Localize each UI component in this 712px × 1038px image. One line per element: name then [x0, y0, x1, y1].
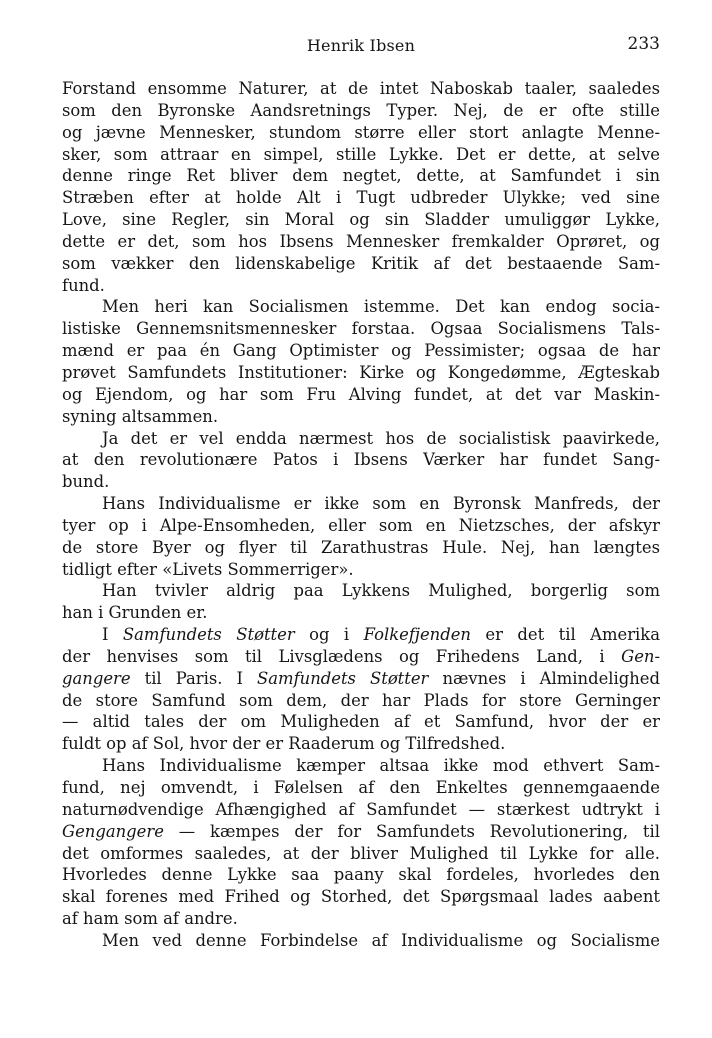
- italic-title: Gen-: [621, 646, 660, 666]
- text-line: Gengangere — kæmpes der for Samfundets Revolutionering, til: [62, 821, 660, 841]
- paragraph-start: Hans Individualisme er ikke som en Byronsk Manfreds, der: [102, 494, 660, 514]
- italic-title: Samfundets Støtter: [122, 625, 295, 645]
- text-line: at den revolutionære Patos i Ibsens Værker har fundet Sang-: [62, 450, 660, 470]
- text-line: denne ringe Ret bliver dem negtet, dette, at Samfundet i sin: [62, 166, 660, 186]
- text-line: fund.: [62, 275, 105, 295]
- text-line: Forstand ensomme Naturer, at de intet Naboskab taaler, saaledes: [62, 79, 660, 98]
- text-line: der henvises som til Livsglædens og Frihedens Land, i Gen-: [62, 646, 660, 666]
- text-line: som vækker den lidenskabelige Kritik af det bestaaende Sam-: [62, 253, 660, 273]
- text-line: Hvorledes denne Lykke saa paany skal fordeles, hvorledes den: [62, 865, 660, 885]
- paragraph-start: I Samfundets Støtter og i Folkefjenden er det til Amerika: [102, 625, 661, 645]
- text-line: fund, nej omvendt, i Følelsen af den Enkeltes gennemgaaende: [62, 778, 660, 797]
- text-line: gangere til Paris. I Samfundets Støtter nævnes i Almindelighed: [62, 668, 661, 688]
- text-line: syning altsammen.: [62, 406, 219, 426]
- text-line: mænd er paa én Gang Optimister og Pessimister; ogsaa de har: [62, 341, 660, 361]
- italic-title: Gengangere: [62, 821, 164, 841]
- text-line: det omformes saaledes, at der bliver Mulighed til Lykke for alle.: [62, 843, 660, 863]
- paragraph-start: Han tvivler aldrig paa Lykkens Mulighed, borgerlig som: [102, 581, 660, 601]
- text-line: — altid tales der om Muligheden af et Samfund, hvor der er: [62, 712, 660, 732]
- page-number: 233: [627, 34, 660, 54]
- text-line: sker, som attraar en simpel, stille Lykke. Det er dette, at selve: [62, 144, 660, 164]
- text-line: fuldt op af Sol, hvor der er Raaderum og Tilfredshed.: [62, 734, 506, 754]
- text-line: dette er det, som hos Ibsens Mennesker fremkalder Oprøret, og: [62, 231, 660, 251]
- paragraph-start: Hans Individualisme kæmper altsaa ikke mod ethvert Sam-: [102, 756, 660, 776]
- text-line: naturnødvendige Afhængighed af Samfundet — stærkest udtrykt i: [62, 799, 660, 819]
- text-line: de store Samfund som dem, der har Plads for store Gerninger: [62, 690, 660, 710]
- running-head: Henrik Ibsen: [306, 36, 416, 55]
- text-line: listiske Gennemsnitsmennesker forstaa. Ogsaa Socialismens Tals-: [62, 319, 660, 339]
- text-line: som den Byronske Aandsretnings Typer. Nej, de er ofte stille: [62, 100, 660, 120]
- italic-title: Folkefjenden: [363, 625, 471, 645]
- page-header: [62, 34, 660, 58]
- text-line: skal forenes med Frihed og Storhed, det Spørgsmaal lades aabent: [62, 887, 660, 907]
- italic-title: Samfundets Støtter: [257, 668, 429, 688]
- text-line: de store Byer og flyer til Zarathustras Hule. Nej, han længtes: [62, 537, 660, 557]
- text-line: Love, sine Regler, sin Moral og sin Sladder umuliggør Lykke,: [62, 210, 660, 230]
- text-line: tyer op i Alpe-Ensomheden, eller som en Nietzsches, der afskyr: [62, 515, 660, 535]
- text-line: Stræben efter at holde Alt i Tugt udbreder Ulykke; ved sine: [62, 188, 660, 208]
- paragraph-start: Men ved denne Forbindelse af Individualisme og Socialisme: [102, 930, 660, 950]
- text-line: og Ejendom, og har som Fru Alving fundet, at det var Maskin-: [62, 384, 660, 404]
- text-line: han i Grunden er.: [62, 603, 208, 623]
- text-line: prøvet Samfundets Institutioner: Kirke og Kongedømme, Ægteskab: [62, 362, 660, 382]
- text-line: tidligt efter «Livets Sommerriger».: [62, 559, 354, 579]
- body-text: [62, 78, 660, 952]
- text-line: bund.: [62, 472, 110, 492]
- italic-title: gangere: [62, 668, 131, 688]
- text-line: og jævne Mennesker, stundom større eller stort anlagte Menne-: [62, 122, 660, 142]
- paragraph-start: Men heri kan Socialismen istemme. Det kan endog socia-: [102, 297, 660, 317]
- paragraph-start: Ja det er vel endda nærmest hos de socialistisk paavirkede,: [102, 428, 660, 448]
- text-line: af ham som af andre.: [62, 909, 238, 929]
